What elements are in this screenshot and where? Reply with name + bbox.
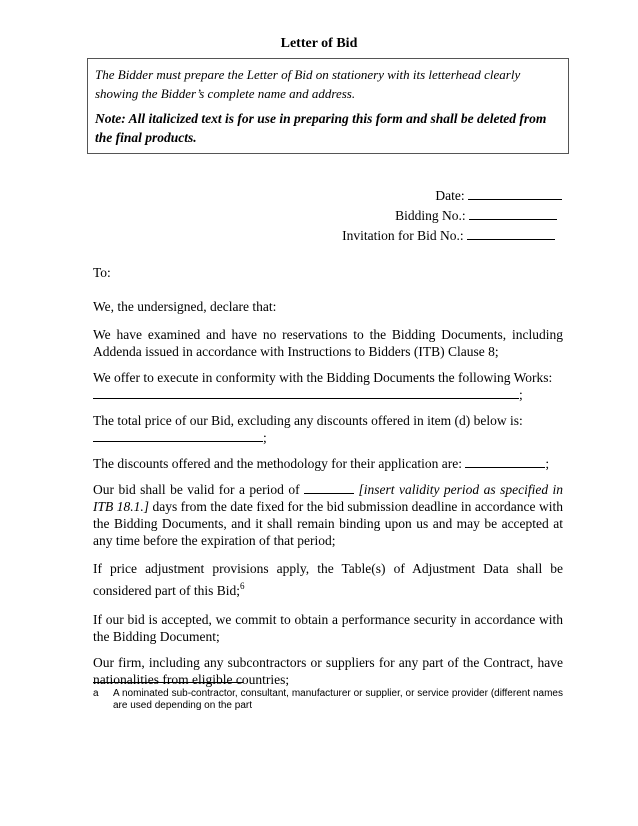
- invitation-label: Invitation for Bid No.:: [342, 228, 464, 243]
- instruction-text: The Bidder must prepare the Letter of Bid on stationery with its letterhead clearly showing the Bidder’s complete name and address.: [95, 67, 521, 101]
- addressee-line: To:: [93, 265, 111, 280]
- bid-meta-block: [342, 186, 562, 246]
- date-blank: [468, 186, 562, 200]
- instruction-note: Note: All italicized text is for use in preparing this form and shall be deleted from the final products.: [95, 111, 547, 145]
- footnote-separator: [93, 682, 243, 683]
- footnote-text: A nominated sub-contractor, consultant, manufacturer or supplier, or service provider (different names are used depending on the part: [113, 688, 563, 711]
- bidding-no-row: [342, 206, 557, 226]
- para-firm: Our firm, including any subcontractors or suppliers for any part of the Contract, have nationalities from eligible countries;: [93, 655, 563, 687]
- para-adjustment: If price adjustment provisions apply, the Table(s) of Adjustment Data shall be considered part of this Bid;$^6$: [93, 561, 563, 598]
- price-blank: [93, 429, 263, 442]
- para-examined: We have examined and have no reservations to the Bidding Documents, including Addenda issued in accordance with Instructions to Bidders (ITB) Clause 8;: [93, 327, 563, 359]
- para-discounts: The discounts offered and the methodology for their application are: ;: [93, 456, 550, 471]
- footnote-ref: 6: [239, 581, 245, 591]
- bidding-no-label: Bidding No.:: [395, 208, 466, 223]
- para-offer: We offer to execute in conformity with the Bidding Documents the following Works: ;: [93, 370, 553, 402]
- date-row: [342, 186, 562, 206]
- validity-blank: [304, 481, 354, 494]
- works-blank: [93, 386, 519, 399]
- para-price: The total price of our Bid, excluding any discounts offered in item (d) below is: ;: [93, 413, 523, 445]
- bidding-no-blank: [469, 206, 557, 220]
- invitation-blank: [467, 226, 555, 240]
- page-title: Letter of Bid: [280, 36, 358, 51]
- declaration-line: We, the undersigned, declare that:: [93, 299, 277, 314]
- date-label: Date:: [435, 188, 465, 203]
- footnote: [93, 688, 563, 712]
- footnote-mark: a: [93, 688, 99, 699]
- invitation-row: [342, 226, 555, 246]
- instruction-box: [87, 58, 569, 154]
- discounts-blank: [465, 455, 545, 468]
- para-validity: Our bid shall be valid for a period of [insert validity period as specified in ITB 18.1.] days from the date fixed for the bid submission deadline in accordance with the Bidding Documents, and it shall remain binding upon us and may be accepted at any time before the expiration of that period;: [93, 482, 564, 548]
- letter-body: [93, 264, 563, 697]
- validity-instruction: [insert validity period as specified in ITB 18.1.]: [93, 482, 564, 514]
- para-accepted: If our bid is accepted, we commit to obtain a performance security in accordance with the Bidding Document;: [93, 612, 563, 644]
